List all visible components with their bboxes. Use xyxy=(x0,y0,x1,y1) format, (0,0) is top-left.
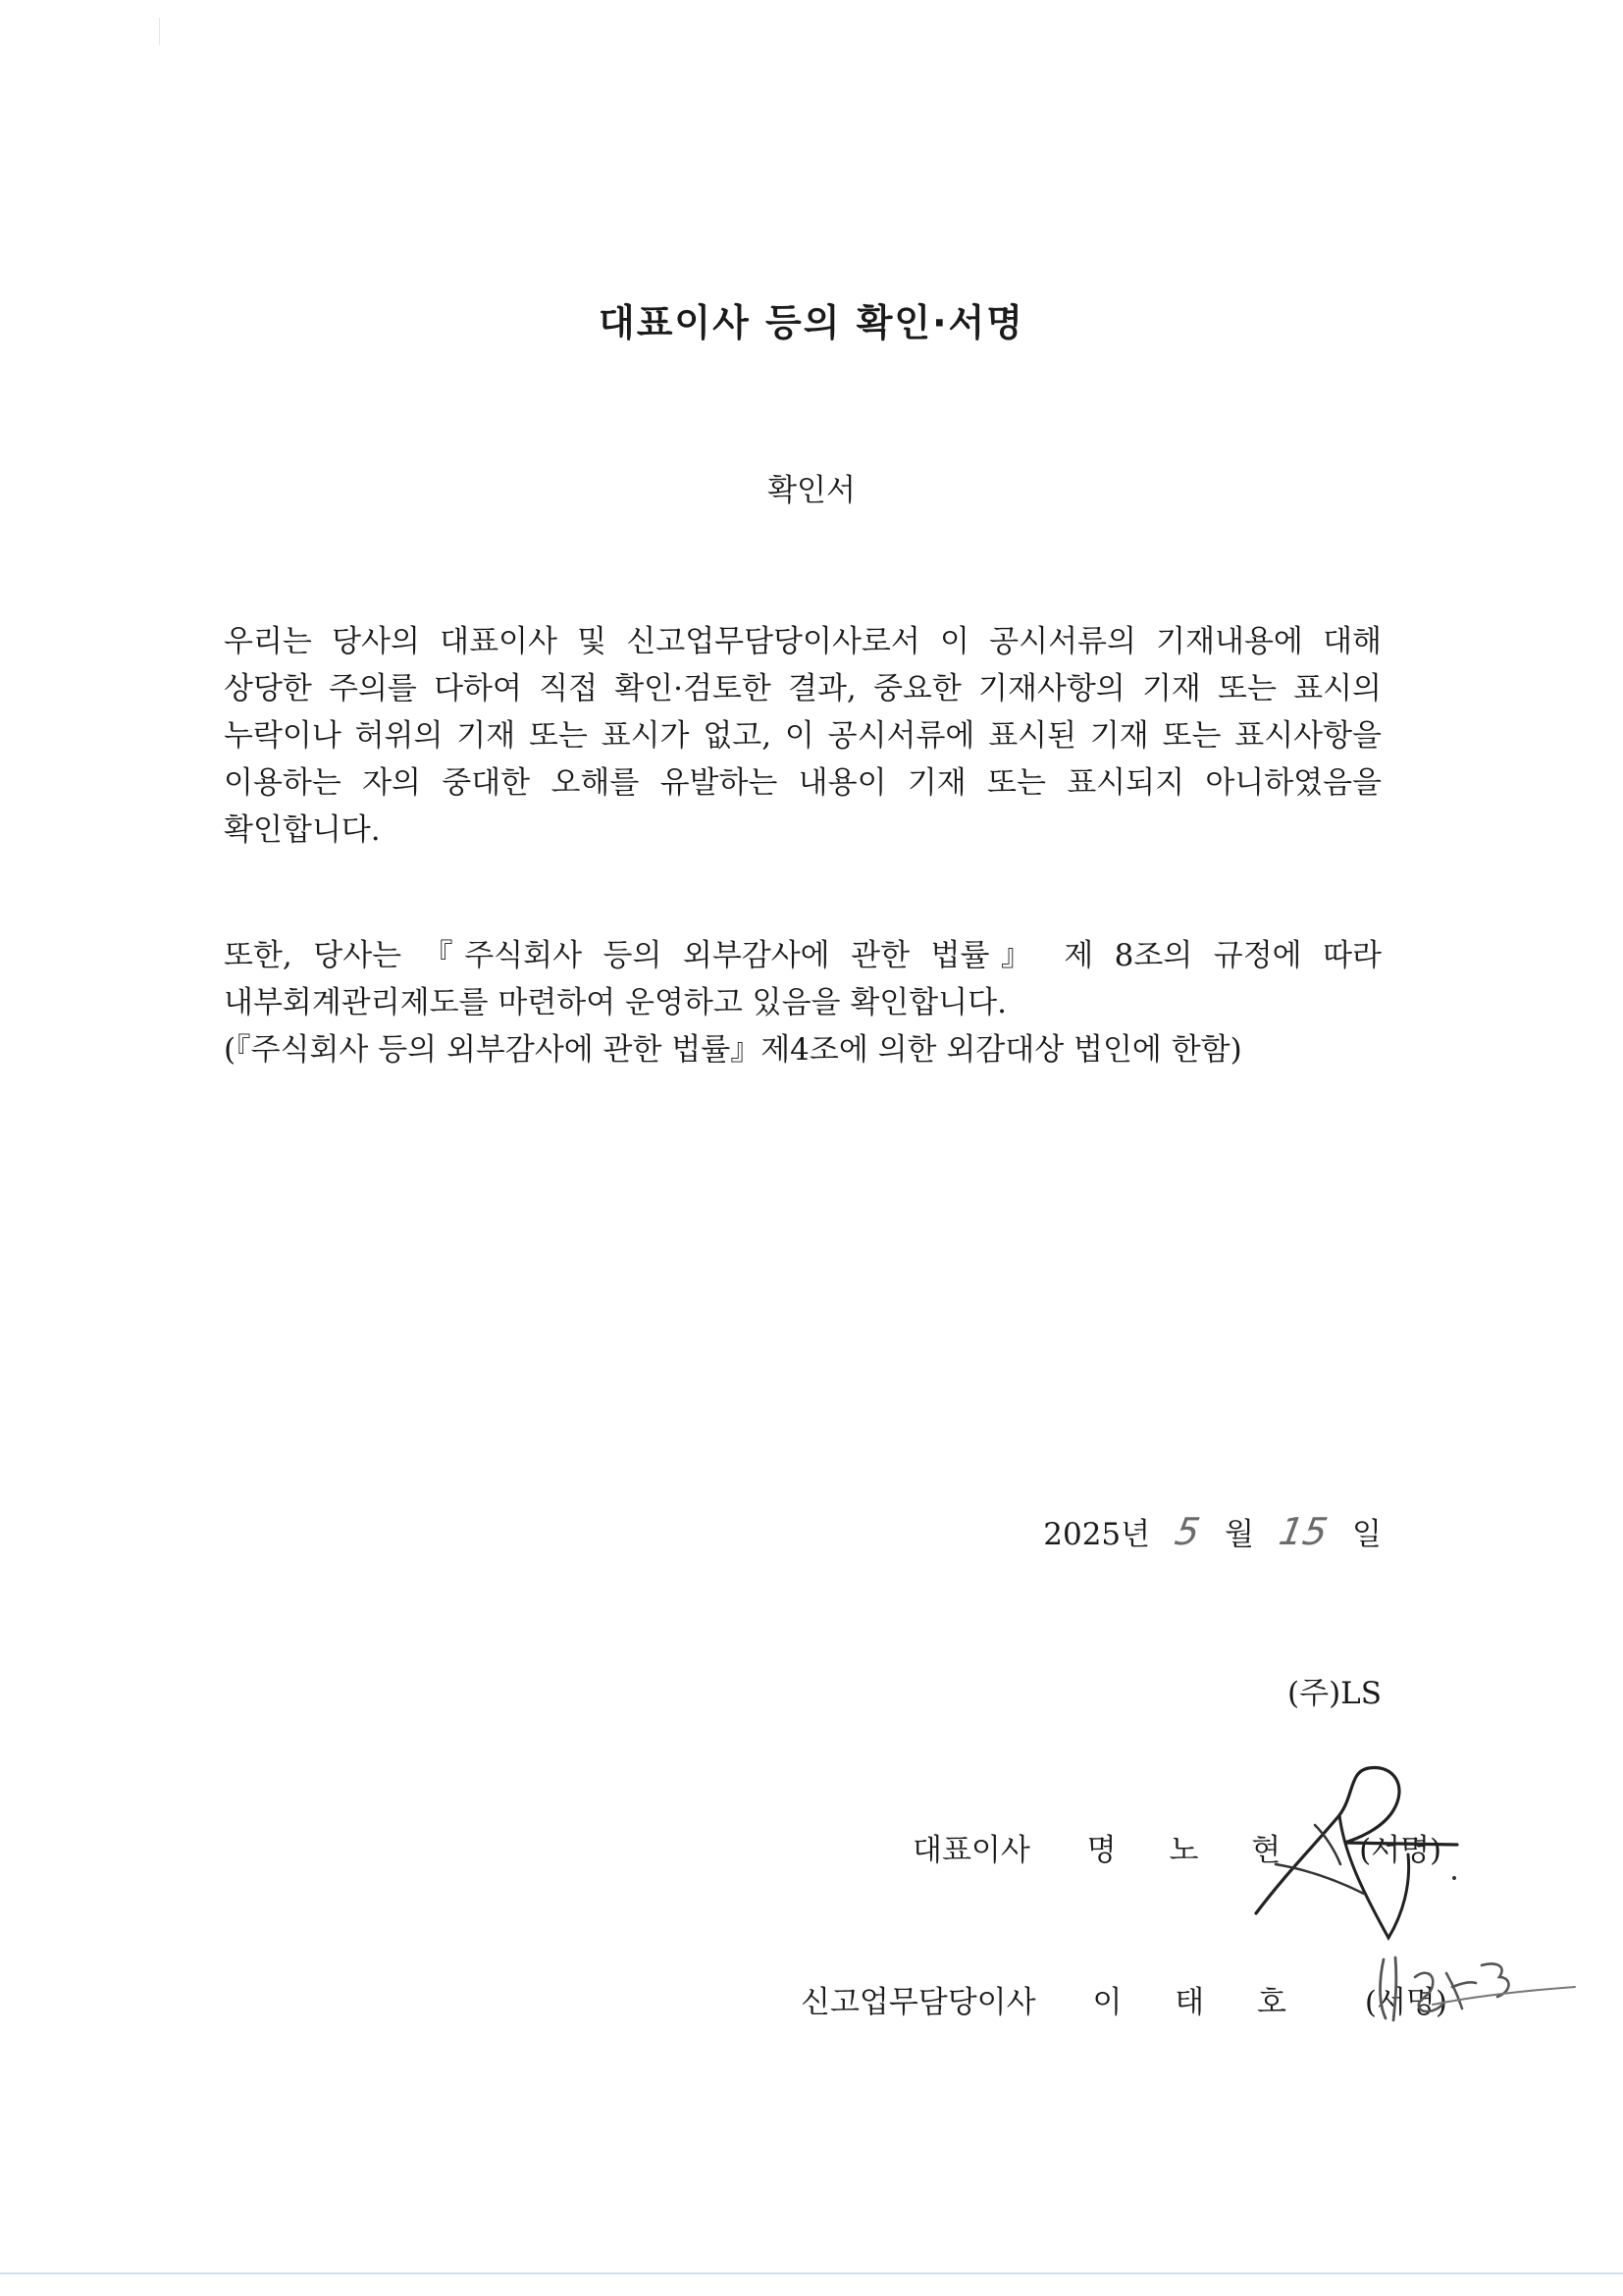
signatory-role: 대표이사 xyxy=(913,1833,1030,1868)
document-subtitle: 확인서 xyxy=(767,473,856,508)
signatory-ceo xyxy=(913,1825,1441,1869)
document-title: 대표이사 등의 확인·서명 xyxy=(599,301,1024,344)
confirmation-paragraph: 우리는 당사의 대표이사 및 신고업무담당이사로서 이 공시서류의 기재내용에 대해 상당한 주의를 다하여 직접 확인·검토한 결과, 중요한 기재사항의 기재 또는 표시의 누락이나 허위의 기재 또는 표시가 없고, 이 공시서류에 표시된 기재 또는 표시사항을 이용하는 자의 중대한 오해를 유발하는 내용이 기재 또는 표시되지 아니하였음을 확인합니다. xyxy=(224,624,1382,848)
signatory-name: 이 태 호 xyxy=(1092,1985,1308,2020)
date-month-handwritten: 5 xyxy=(1172,1510,1204,1553)
scope-note-paragraph: (『주식회사 등의 외부감사에 관한 법률』제4조에 의한 외감대상 법인에 한함) xyxy=(224,1032,1242,1068)
signatory-role: 신고업무담당이사 xyxy=(801,1985,1036,2020)
page-bottom-rule xyxy=(0,2272,1623,2274)
internal-control-paragraph: 또한, 당사는 『주식회사 등의 외부감사에 관한 법률』 제 8조의 규정에 따라 내부회계관리제도를 마련하여 운영하고 있음을 확인합니다. xyxy=(224,938,1382,1020)
company-name: (주)LS xyxy=(1287,1676,1382,1711)
date-day-handwritten: 15 xyxy=(1275,1510,1332,1553)
scan-mark xyxy=(159,18,160,45)
signature-mark-label: (서명) xyxy=(1359,1833,1442,1868)
date-year: 2025년 xyxy=(1043,1517,1151,1552)
date-month-unit: 월 xyxy=(1225,1517,1254,1552)
signatory-disclosure-officer xyxy=(801,1977,1447,2021)
date-day-unit: 일 xyxy=(1352,1517,1382,1552)
signatory-name: 명 노 현 xyxy=(1086,1833,1303,1868)
date-line xyxy=(1043,1509,1382,1553)
signature-mark-label: (서명) xyxy=(1364,1985,1447,2020)
